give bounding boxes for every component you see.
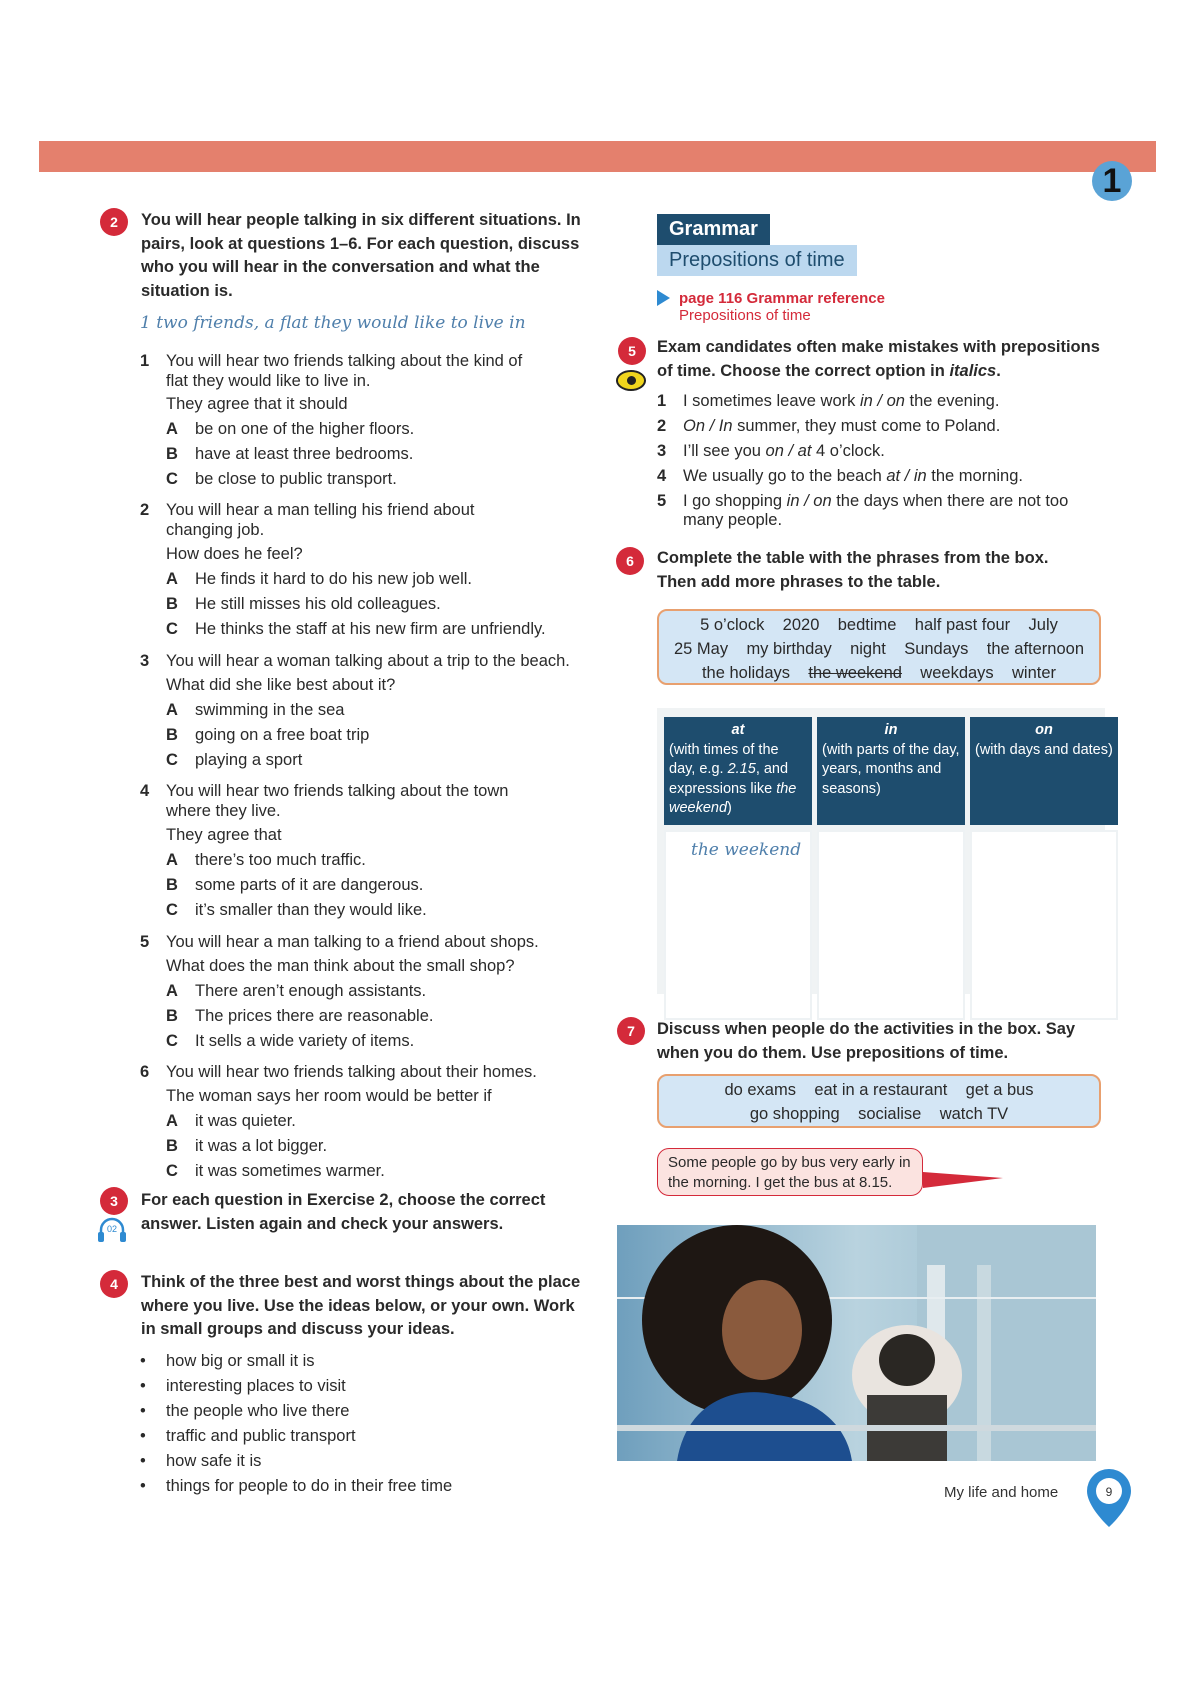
exercise-4-instruction: Think of the three best and worst things about the place where you live. Use the ideas below, or your own. Work in small groups and discuss your ideas. xyxy=(141,1273,581,1338)
exercise-7-instruction: Discuss when people do the activities in the box. Say when you do them. Use prepositions of time. xyxy=(657,1020,1076,1062)
phrase: bedtime xyxy=(837,616,897,634)
prepositions-table xyxy=(659,712,1123,1025)
question-2-stem: How does he feel? xyxy=(166,545,303,563)
activity: watch TV xyxy=(939,1105,1009,1123)
page-number: 9 xyxy=(1105,1485,1113,1499)
location-pin-icon xyxy=(1084,1467,1134,1531)
headphones-icon[interactable] xyxy=(97,1217,127,1243)
speech-bubble: Some people go by bus very early in the morning. I get the bus at 8.15. xyxy=(657,1148,923,1196)
exercise-number-6: 6 xyxy=(616,547,644,575)
activity: do exams xyxy=(724,1081,796,1099)
phrase: 5 o’clock xyxy=(700,616,765,634)
preposition-choice[interactable]: on / at xyxy=(765,442,812,460)
column-header-at: at (with times of the day, e.g. 2.15, and expressions like the weekend) xyxy=(664,717,812,825)
exercise-number-5: 5 xyxy=(618,337,646,365)
phrase-crossed-out: the weekend xyxy=(808,664,902,682)
phrase: the afternoon xyxy=(986,640,1084,658)
exercise-2-instruction: You will hear people talking in six different situations. In pairs, look at questions 1–6. For each question, discuss who you will hear in the conversation and what the situation is. xyxy=(141,211,581,300)
exercise-number-7: 7 xyxy=(617,1017,645,1045)
question-3-stem: What did she like best about it? xyxy=(166,676,396,694)
phrase: 25 May xyxy=(673,640,729,658)
activity-box xyxy=(657,1074,1101,1128)
exercise-number-3: 3 xyxy=(100,1187,128,1215)
phrase-box xyxy=(657,609,1101,685)
activity: socialise xyxy=(858,1105,922,1123)
eye-icon xyxy=(616,370,646,391)
answer-cell-in[interactable] xyxy=(817,830,965,1020)
exercise-number-2: 2 xyxy=(100,208,128,236)
speech-bubble-tail xyxy=(923,1172,1003,1188)
unit-number-badge: 1 xyxy=(1092,161,1132,201)
exercise-5-instruction: Exam candidates often make mistakes with prepositions of time. Choose the correct option in italics. xyxy=(657,338,1100,380)
column-header-on: on (with days and dates) xyxy=(970,717,1118,825)
unit-header-bar xyxy=(39,141,1156,172)
phrase: winter xyxy=(1012,664,1057,682)
column-header-in: in (with parts of the day, years, months and seasons) xyxy=(817,717,965,825)
grammar-subheading: Prepositions of time xyxy=(657,245,857,276)
grammar-reference-topic: Prepositions of time xyxy=(679,307,811,324)
grammar-reference-link[interactable]: page 116 Grammar reference xyxy=(679,290,885,307)
activity: go shopping xyxy=(749,1105,840,1123)
preposition-choice[interactable]: On / In xyxy=(683,417,733,435)
question-6-stem: The woman says her room would be better if xyxy=(166,1087,492,1105)
preposition-choice[interactable]: at / in xyxy=(886,467,927,485)
exercise-3-instruction: For each question in Exercise 2, choose the correct answer. Listen again and check your answers. xyxy=(141,1191,546,1233)
audio-track-label: 02 xyxy=(106,1224,118,1234)
answer-cell-at[interactable] xyxy=(664,830,812,1020)
phrase: weekdays xyxy=(920,664,994,682)
phrase: half past four xyxy=(914,616,1011,634)
phrase: the holidays xyxy=(701,664,791,682)
answer-cell-on[interactable] xyxy=(970,830,1118,1020)
exercise-number-4: 4 xyxy=(100,1270,128,1298)
preposition-choice[interactable]: in / on xyxy=(786,492,832,510)
activity: get a bus xyxy=(965,1081,1034,1099)
phrase: my birthday xyxy=(746,640,832,658)
exercise-6-instruction: Complete the table with the phrases from the box. Then add more phrases to the table. xyxy=(657,549,1049,591)
phrase: Sundays xyxy=(904,640,969,658)
question-4-stem: They agree that xyxy=(166,826,282,844)
question-5-stem: What does the man think about the small shop? xyxy=(166,957,515,975)
example-answer-handwritten: 1 two friends, a flat they would like to live in xyxy=(140,313,526,333)
photo-woman-on-bus xyxy=(617,1225,1096,1461)
phrase: night xyxy=(850,640,886,658)
play-arrow-icon xyxy=(657,290,670,306)
section-title: My life and home xyxy=(944,1484,1059,1501)
preposition-choice[interactable]: in / on xyxy=(859,392,905,410)
activity: eat in a restaurant xyxy=(814,1081,948,1099)
handwritten-answer: the weekend xyxy=(691,840,802,860)
phrase: July xyxy=(1028,616,1058,634)
question-1-stem: They agree that it should xyxy=(166,395,348,413)
phrase: 2020 xyxy=(782,616,820,634)
grammar-heading: Grammar xyxy=(657,214,770,245)
